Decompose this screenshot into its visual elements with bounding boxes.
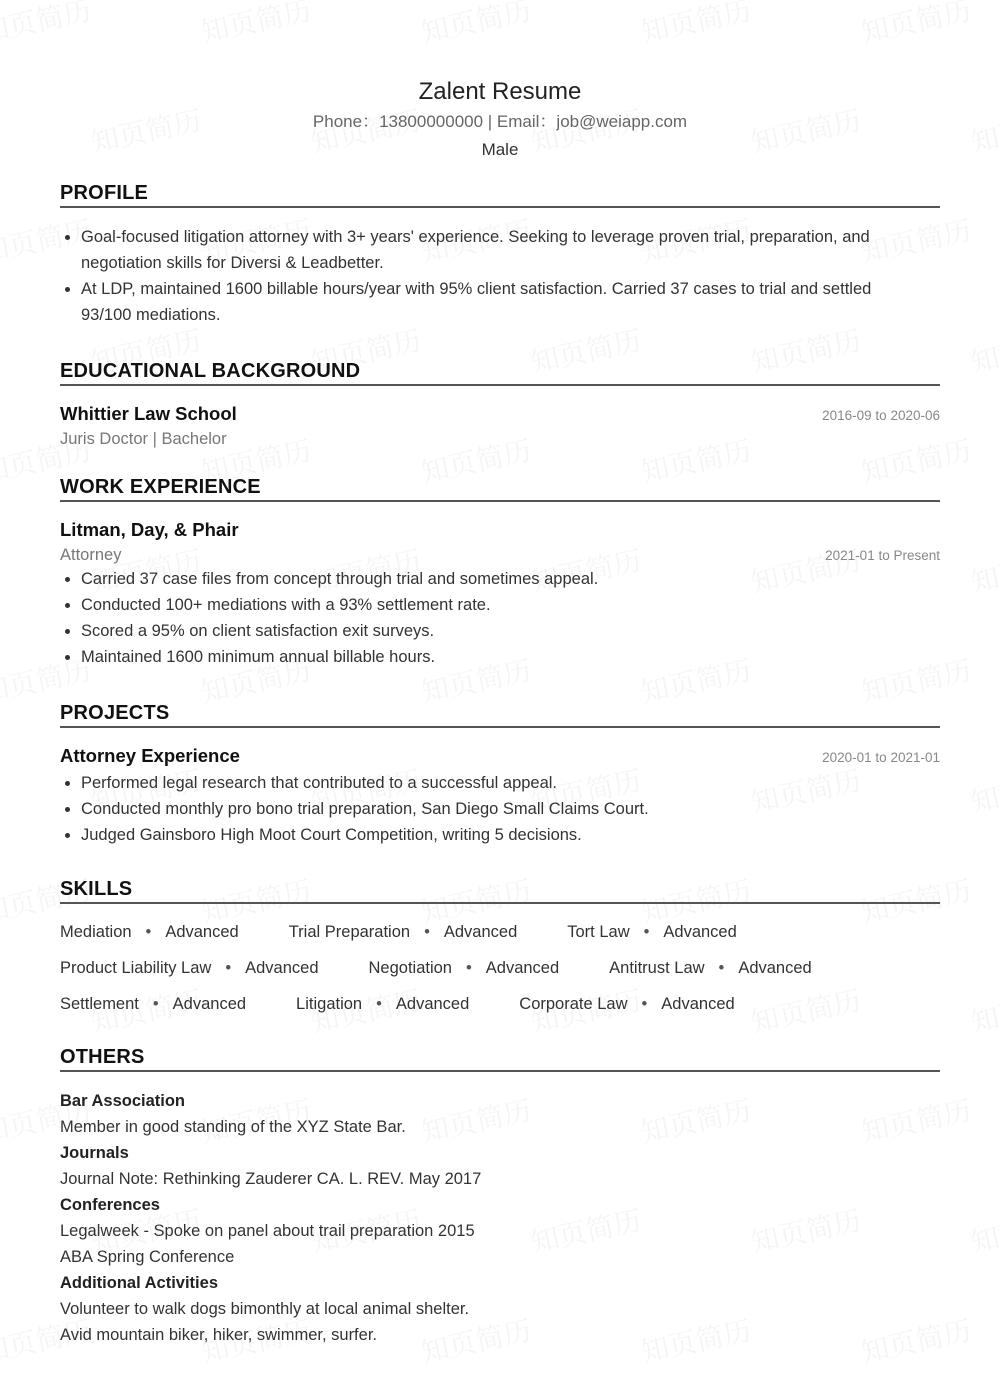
bullet-item: Carried 37 case files from concept through trial and sometimes appeal. <box>60 566 940 592</box>
skill-level: Advanced <box>485 959 560 977</box>
separator-dot-icon: • <box>145 923 152 941</box>
work-role-row <box>60 544 940 566</box>
separator-dot-icon: • <box>718 959 725 977</box>
skill-name: Antitrust Law <box>609 959 705 977</box>
section-title-others: OTHERS <box>60 1044 940 1072</box>
others-text: Journal Note: Rethinking Zauderer CA. L. REV. May 2017 <box>60 1170 482 1188</box>
section-title-profile: PROFILE <box>60 180 940 208</box>
skill-item <box>289 914 518 950</box>
bullet-item: Goal-focused litigation attorney with 3+ years' experience. Seeking to leverage proven trial, preparation, and negotiation skills for Diversi & Leadbetter. <box>60 224 940 276</box>
education-date: 2016-09 to 2020-06 <box>822 408 940 423</box>
skill-level: Advanced <box>395 995 470 1013</box>
skill-item <box>60 950 319 986</box>
skill-name: Product Liability Law <box>60 959 212 977</box>
skill-level: Advanced <box>172 995 247 1013</box>
skill-name: Trial Preparation <box>288 923 411 941</box>
work-list <box>60 566 940 670</box>
candidate-name: Zalent Resume <box>418 78 582 105</box>
skill-item <box>609 950 812 986</box>
separator-dot-icon: • <box>424 923 430 941</box>
education-section <box>60 358 940 450</box>
others-text: ABA Spring Conference <box>60 1248 235 1266</box>
separator-dot-icon: • <box>643 923 650 941</box>
work-entry-header <box>60 516 940 544</box>
resume-header <box>60 0 940 162</box>
skill-row <box>60 914 940 950</box>
others-text: Avid mountain biker, hiker, swimmer, surfer. <box>60 1326 377 1344</box>
skill-name: Corporate Law <box>519 995 628 1013</box>
profile-section <box>60 180 940 328</box>
skill-item <box>60 986 246 1022</box>
section-title-education: EDUCATIONAL BACKGROUND <box>60 358 940 386</box>
others-section <box>60 1044 940 1348</box>
work-date: 2021-01 to Present <box>825 548 940 563</box>
bullet-item: Conducted monthly pro bono trial preparation, San Diego Small Claims Court. <box>60 796 940 822</box>
skill-item <box>567 914 737 950</box>
skill-level: Advanced <box>443 923 518 941</box>
skill-item <box>60 914 239 950</box>
skill-name: Tort Law <box>567 923 630 941</box>
others-list <box>60 1072 940 1348</box>
project-date: 2020-01 to 2021-01 <box>822 750 940 765</box>
skill-row <box>60 950 940 986</box>
skill-name: Settlement <box>60 995 139 1013</box>
skill-level: Advanced <box>661 995 735 1013</box>
separator-dot-icon: • <box>152 995 159 1013</box>
degree-info: Juris Doctor | Bachelor <box>60 430 227 448</box>
work-section <box>60 474 940 670</box>
skill-level: Advanced <box>738 959 812 977</box>
skill-level: Advanced <box>245 959 319 977</box>
projects-section <box>60 700 940 848</box>
others-heading: Conferences <box>60 1196 160 1214</box>
skill-name: Litigation <box>296 995 363 1013</box>
separator-dot-icon: • <box>225 959 232 977</box>
bullet-item: At LDP, maintained 1600 billable hours/year with 95% client satisfaction. Carried 37 cases to trial and settled 93/100 mediations. <box>60 276 940 328</box>
profile-list <box>60 224 940 328</box>
others-heading: Bar Association <box>60 1092 186 1110</box>
project-list <box>60 770 940 848</box>
others-heading: Journals <box>60 1144 129 1162</box>
skill-item <box>296 986 469 1022</box>
skill-name: Mediation <box>60 923 132 941</box>
skill-item <box>519 986 734 1022</box>
skill-level: Advanced <box>165 923 239 941</box>
skills-section <box>60 876 940 1022</box>
project-entry-header <box>60 742 940 770</box>
job-role: Attorney <box>60 546 122 564</box>
education-entry-header <box>60 400 940 428</box>
skill-row <box>60 986 940 1022</box>
school-name: Whittier Law School <box>60 403 237 424</box>
gender-info: Male <box>481 140 519 159</box>
section-title-work: WORK EXPERIENCE <box>60 474 940 502</box>
separator-dot-icon: • <box>376 995 382 1013</box>
contact-info: Phone：13800000000 | Email：job@weiapp.com <box>312 112 688 131</box>
section-title-projects: PROJECTS <box>60 700 940 728</box>
skills-grid <box>60 904 940 1022</box>
project-name: Attorney Experience <box>60 745 240 766</box>
bullet-item: Judged Gainsboro High Moot Court Competition, writing 5 decisions. <box>60 822 940 848</box>
separator-dot-icon: • <box>465 959 472 977</box>
others-heading: Additional Activities <box>60 1274 218 1292</box>
bullet-item: Scored a 95% on client satisfaction exit surveys. <box>60 618 940 644</box>
company-name: Litman, Day, & Phair <box>60 519 239 540</box>
skill-item <box>369 950 560 986</box>
others-text: Member in good standing of the XYZ State Bar. <box>60 1118 406 1136</box>
others-text: Legalweek - Spoke on panel about trail preparation 2015 <box>60 1222 475 1240</box>
bullet-item: Maintained 1600 minimum annual billable hours. <box>60 644 940 670</box>
separator-dot-icon: • <box>641 995 648 1013</box>
section-title-skills: SKILLS <box>60 876 940 904</box>
skill-name: Negotiation <box>368 959 452 977</box>
bullet-item: Performed legal research that contributed to a successful appeal. <box>60 770 940 796</box>
skill-level: Advanced <box>663 923 737 941</box>
others-text: Volunteer to walk dogs bimonthly at local animal shelter. <box>60 1300 470 1318</box>
bullet-item: Conducted 100+ mediations with a 93% settlement rate. <box>60 592 940 618</box>
